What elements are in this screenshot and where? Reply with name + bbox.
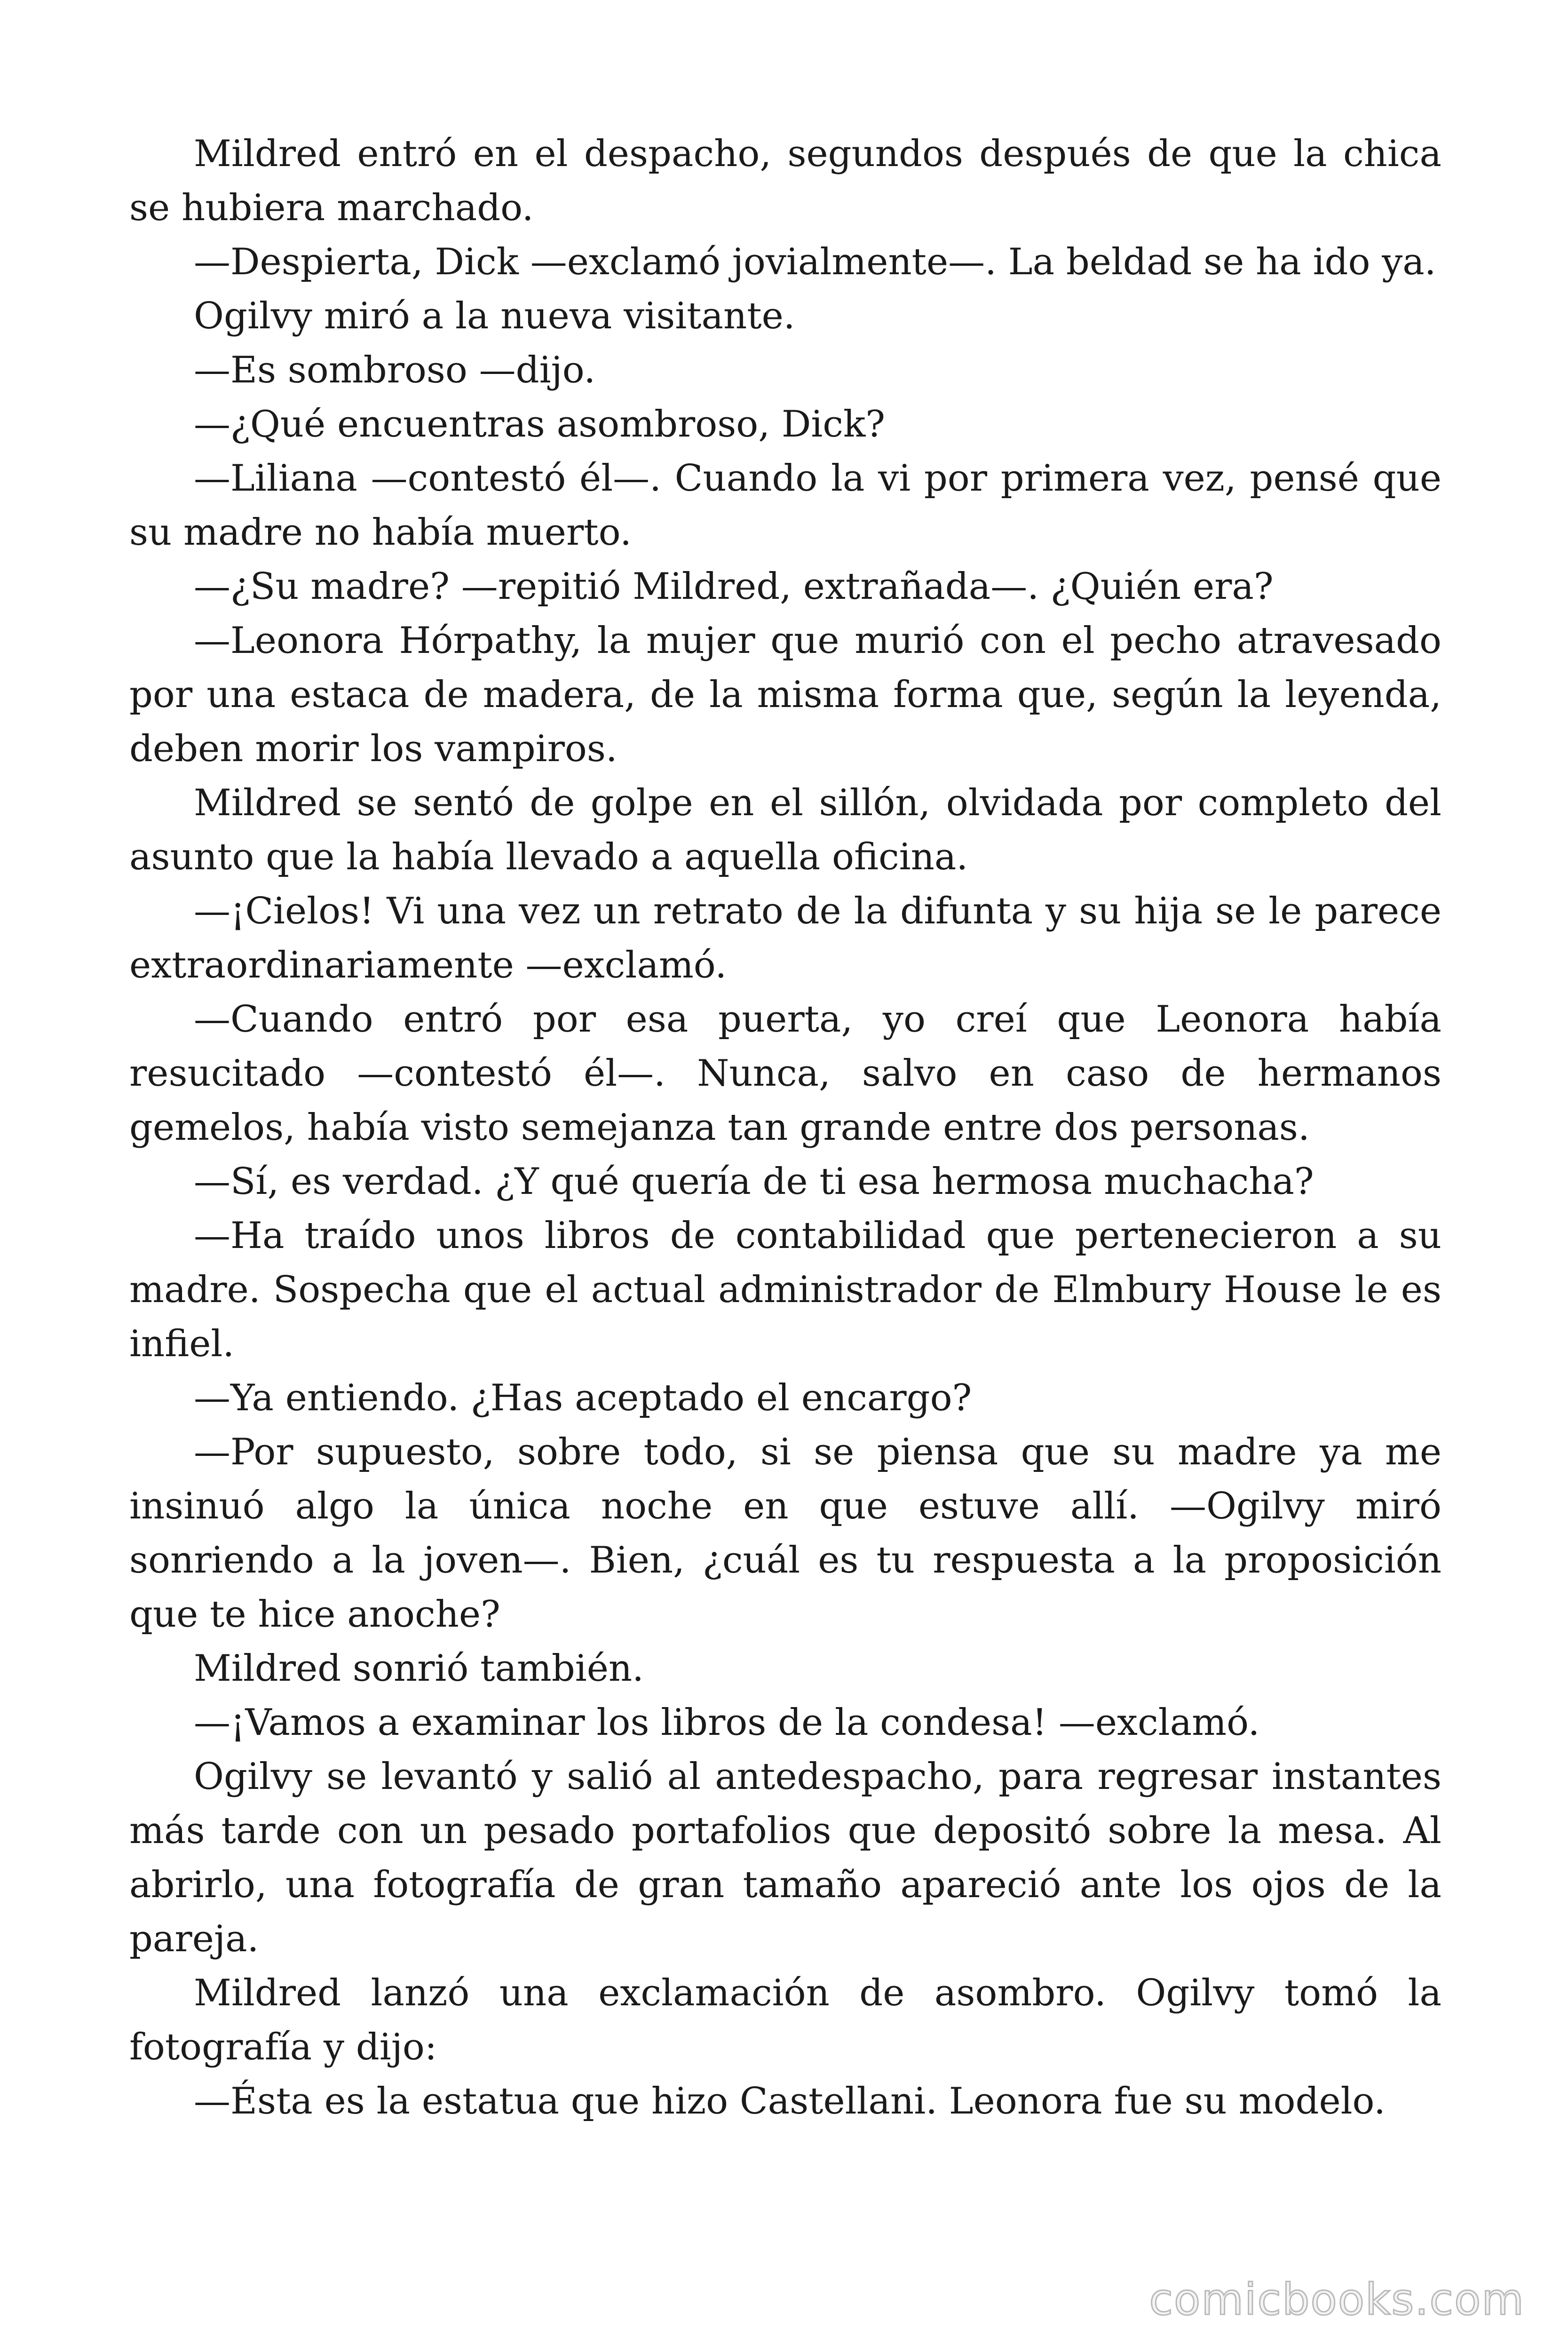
- paragraph: —Sí, es verdad. ¿Y qué quería de ti esa hermosa muchacha?: [194, 1160, 1314, 1203]
- paragraph: —Liliana —contestó él—. Cuando la vi por primera vez, pensé que su madre no había muerto.: [129, 457, 1441, 554]
- paragraph: Mildred se sentó de golpe en el sillón, olvidada por completo del asunto que la había llevado a aquella oficina.: [129, 782, 1441, 878]
- paragraph: Mildred sonrió también.: [194, 1647, 644, 1690]
- paragraph: Mildred lanzó una exclamación de asombro. Ogilvy tomó la fotografía y dijo:: [129, 1972, 1441, 2068]
- paragraph: —¿Qué encuentras asombroso, Dick?: [194, 403, 886, 445]
- paragraph: Mildred entró en el despacho, segundos después de que la chica se hubiera marchado.: [129, 133, 1441, 229]
- paragraph: —Cuando entró por esa puerta, yo creí que Leonora había resucitado —contestó él—. Nunca, salvo en caso de hermanos gemelos, había visto semejanza tan grande entre dos personas.: [129, 998, 1441, 1149]
- paragraph: Ogilvy miró a la nueva visitante.: [194, 295, 795, 337]
- paragraph: —¡Vamos a examinar los libros de la condesa! —exclamó.: [194, 1701, 1260, 1744]
- paragraph: —Ya entiendo. ¿Has aceptado el encargo?: [194, 1377, 972, 1419]
- paragraph: —Por supuesto, sobre todo, si se piensa que su madre ya me insinuó algo la única noche en que estuve allí. —Ogilvy miró sonriendo a la joven—. Bien, ¿cuál es tu respuesta a la proposición que te hice anoche?: [129, 1431, 1441, 1636]
- paragraph: —Es sombroso —dijo.: [194, 349, 596, 391]
- paragraph: —¡Cielos! Vi una vez un retrato de la difunta y su hija se le parece extraordinariamente —exclamó.: [129, 890, 1441, 986]
- paragraph: —Leonora Hórpathy, la mujer que murió con el pecho atravesado por una estaca de madera, de la misma forma que, según la leyenda, deben morir los vampiros.: [129, 620, 1441, 770]
- watermark: comicbooks.com: [1149, 2274, 1525, 2325]
- paragraph: —Ésta es la estatua que hizo Castellani. Leonora fue su modelo.: [194, 2080, 1386, 2122]
- paragraph: —Ha traído unos libros de contabilidad que pertenecieron a su madre. Sospecha que el actual administrador de Elmbury House le es infiel.: [129, 1215, 1441, 1365]
- paragraph: —¿Su madre? —repitió Mildred, extrañada—. ¿Quién era?: [194, 565, 1274, 608]
- paragraph: Ogilvy se levantó y salió al antedespacho, para regresar instantes más tarde con un pesado portafolios que depositó sobre la mesa. Al abrirlo, una fotografía de gran tamaño apareció ante los ojos de la pareja.: [129, 1756, 1441, 1960]
- paragraph: —Despierta, Dick —exclamó jovialmente—. La beldad se ha ido ya.: [194, 241, 1436, 283]
- body-text: [129, 127, 1441, 2129]
